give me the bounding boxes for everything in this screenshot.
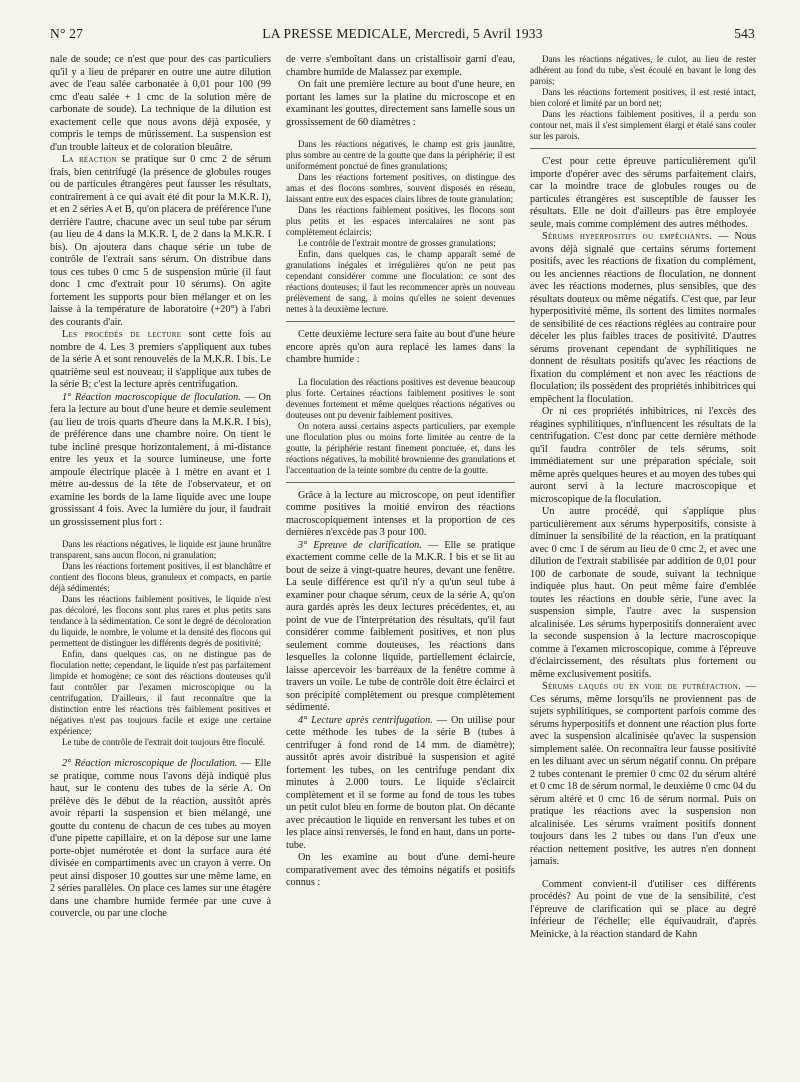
list-item: Dans les réactions négatives, le champ est gris jaunâtre, plus sombre au centre de la goutte que dans la périphérie; il est uniformément ponctué de fines granulations; xyxy=(286,139,515,171)
list-item: Dans les réactions faiblement positives, le liquide n'est pas décoloré, les flocons sont plus rares et plus petits sans tendance à la sédimentation. Ce sont le degré de décoloration du liquide, le nombre, le volume et la densité des flocons qui permettent de distinguer les différents degrés de positivité; xyxy=(50,594,271,648)
run-in-heading: Sérums hyperpositifs ou empêchants. xyxy=(542,231,713,242)
paragraph: Grâce à la lecture au microscope, on peut identifier comme positives la moitié environ des réactions macroscopiquement intenses et la proportion de ces dernières n'excède pas 3 pour 100. xyxy=(286,489,515,538)
column-right xyxy=(530,54,756,1072)
list-item: Dans les réactions négatives, le culot, au lieu de rester adhérent au fond du tube, s'est écoulé en bavant le long des parois; xyxy=(530,54,756,86)
paragraph: Comment convient-il d'utiliser ces différents procédés? Au point de vue de la sensibilité, c'est l'épreuve de clarification qui se place au degré inférieur de l'échelle; elle équivaudrait, d'après Meinicke, à la réaction standard de Kahn xyxy=(530,878,756,940)
result-list xyxy=(286,377,515,476)
paragraph-text: — On utilise pour cette méthode les tubes de la série B (tubes à centrifuger à fond rond de 14 mm. de diamètre); aussitôt après avoir distribué la suspension et agité fortement les tubes, on les centrifuge pendant dix minutes à 2.000 tours. Le liquide s'éclaircit complètement et il se forme au fond de tous les tubes un petit culot bleu en forme de bouton plat. On décante avec précaution le liquide en renversant les tubes et on les place ainsi renversés, le fond en haut, dans un porte-tube. xyxy=(286,714,515,851)
list-item: Enfin, dans quelques cas, on ne distingue pas de floculation nette; cependant, le liquide n'est pas parfaitement limpide et homogène; ce sont des réactions douteuses qu'il faut contrôler par l'examen microscopique ou la centrifugation. D'ailleurs, il faut reconnaître que la distinction entre les réactions très faiblement positives et négatives n'est pas toujours facile et exige une certaine expérience; xyxy=(50,649,271,736)
section-heading: 4° Lecture après centrifugation. xyxy=(298,714,433,726)
run-in-heading: Les procédés de lecture xyxy=(62,329,182,340)
result-list xyxy=(530,54,756,142)
paragraph-text: sont cette fois au nombre de 4. Les 3 premiers s'appliquent aux tubes de la série A et sont renouvelés de la M.K.R. I bis. Le quatrième seul est nouveau; il s'applique aux tubes de la série B; c'est la lecture après centrifugation. xyxy=(50,329,271,390)
list-item: Dans les réactions négatives, le liquide est jaune brunâtre transparent, sans aucun flocon, ni granulation; xyxy=(50,539,271,560)
paragraph-text: — Ces sérums, même lorsqu'ils ne proviennent pas de sujets syphilitiques, se comportent parfois comme des sérums hyperpositifs et donnent une réaction plus forte avec la suspension alcalinisée qu'avec la suspension simplement salée. On reconnaîtra leur fausse positivité en les diluant avec un sérum négatif connu. On prépare 2 tubes contenant le premier 0 cmc 02 du sérum altéré et 0 cmc 18 de sérum normal, le deuxième 0 cmc 04 du sérum altéré et 0 cmc 16 de sérum normal. Puis on pratique les réactions avec la suspension non alcalinisée. Les sérums vraiment positifs donnent toujours dans les 2 tubes ou dans l'un d'eux une réaction nettement positive, les autres n'en donnent jamais. xyxy=(530,681,756,867)
divider xyxy=(530,148,756,149)
list-item: Dans les réactions fortement positives, il est blanchâtre et contient des flocons bleus, granuleux et compacts, en partie déjà sédimentés; xyxy=(50,561,271,593)
page-number: 543 xyxy=(734,26,755,41)
paragraph xyxy=(50,329,271,392)
paragraph xyxy=(530,231,756,406)
list-item: Dans les réactions faiblement positives, les flocons sont plus petits et les espaces intercalaires ne sont pas complètement éclaircis; xyxy=(286,205,515,237)
list-item: Enfin, dans quelques cas, le champ apparaît semé de granulations inégales et irrégulières qu'on ne peut pas cependant considérer comme une floculation: ce sont des réactions douteuses; il faut les recommencer après un nouveau prélèvement de sang, à moins qu'elles ne soient devenues nettes à la deuxième lecture. xyxy=(286,249,515,314)
paragraph: de verre s'emboîtant dans un cristallisoir garni d'eau, chambre humide de Malassez par exemple. xyxy=(286,54,515,78)
list-item: Dans les réactions fortement positives, on distingue des amas et des flocons sombres, souvent disposés en réseau, laissant entre eux des espaces clairs libres de toute granulation; xyxy=(286,172,515,204)
paragraph xyxy=(50,154,271,329)
paragraph-text: — On fera la lecture au bout d'une heure et demie seulement (au lieu de trois quarts d'heure dans la M.K.R. I bis), de préférence dans une chambre noire. On tient le tube incliné presque horizontalement, à mi-distance entre les yeux et la source lumineuse, une forte ampoule électrique placée à 1 mètre en avant et 1 mètre au-dessus de la tête de l'observateur, et on examine les bords de la lame liquide avec une loupe grossissant 4 fois. Avec la lumière du jour, il faudrait un grossissement plus fort : xyxy=(50,391,271,528)
page-header xyxy=(50,20,755,44)
paragraph: On fait une première lecture au bout d'une heure, en portant les lames sur la platine du microscope et en examinant les gouttes, directement sans lamelle sous un grossissement de 60 diamètres : xyxy=(286,79,515,128)
paragraph-text: — Nous avons déjà signalé que certains sérums fortement positifs, avec les réactions de fixation du complément, ou les anciennes réactions de floculation, ne donnent avec les réactions modernes, plus sensibles, que des résultats douteux ou même négatifs. C'est que, par leur hyperpositivité même, ils sortent des limites normales de sensibilité de ces réactions réglées au contraire pour déceler les plus faibles traces de positivité. D'autres sérums provenant cependant de syphilitiques ne donnent de résultats positifs qu'avec les réactions de fixation du complément et non avec les réactions de floculation; ils possèdent des propriétés inhibitrices qui empêchent la floculation. xyxy=(530,231,756,405)
divider xyxy=(286,321,515,322)
list-item: Le contrôle de l'extrait montre de grosses granulations; xyxy=(298,238,496,248)
paragraph: On les examine au bout d'une demi-heure comparativement avec des témoins négatifs et positifs connus : xyxy=(286,852,515,888)
section-heading: 1° Réaction macroscopique de floculation. xyxy=(62,391,241,403)
section-heading: 3° Epreuve de clarification. xyxy=(298,539,422,551)
paragraph-text: — Elle se pratique, comme nous l'avons déjà indiqué plus haut, sur le contenu des tubes de la série A. On prélève dès le début de la réaction, aussitôt après avoir réparti la suspension et bien mélangé, une goutte du contenu de chacun de ces tubes au moyen d'une pipette capillaire, et on la dépose sur une lame porte-objet numérotée et dont la surface aura été divisée en compartiments avec un crayon à verre. On peut ainsi disposer 10 gouttes sur une même lame, en 2 séries parallèles. On place ces lames sur une étagère dans une chambre humide fermée par une cuve à couvercle, ou par une cloche xyxy=(50,758,271,919)
list-item: La floculation des réactions positives est devenue beaucoup plus forte. Certaines réactions faiblement positives le sont devenues fortement et même quelques réactions négatives ou douteuses ont pu devenir faiblement positives. xyxy=(286,376,515,420)
run-in-heading: La réaction xyxy=(62,154,117,165)
paragraph xyxy=(530,681,756,869)
paragraph: Or ni ces propriétés inhibitrices, ni l'excès des réagines syphilitiques, n'influencent les résultats de la centrifugation. C'est donc par cette dernière méthode qu'il faudra contrôler de tels sérums, soit immédiatement sur une préparation spéciale, soit même après quelques heures et au moyen des tubes qui auront servi à la lecture macroscopique et microscopique de la floculation. xyxy=(530,406,756,505)
paragraph: C'est pour cette épreuve particulièrement qu'il importe d'opérer avec des sérums parfaitement clairs, car la moindre trace de globules rouges ou de particules étrangères est susceptible de fausser les résultats. Elle ne doit d'ailleurs pas être employée seule, mais comme complément des autres méthodes. xyxy=(530,156,756,230)
list-item: Le tube de contrôle de l'extrait doit toujours être floculé. xyxy=(62,737,266,747)
paragraph xyxy=(50,392,271,530)
paragraph-text: — Elle se pratique exactement comme celle de la M.K.R. I bis et se lit au bout de seize à vingt-quatre heures, devant une fenêtre. La seule différence est qu'il n'y a qu'un seul tube à examiner pour chaque sérum, ceux de la série A, qu'on aura gardés après les deux lectures précédentes, et, au point de vue de l'interprétation des résultats, qu'il faut considérer comme faiblement positives, et non plus seulement comme douteuses, les réactions dans lesquelles la colonne liquide, partiellement éclaircie, laisse apercevoir les barreaux de la fenêtre comme à travers un voile. Le tube de contrôle doit être éclairci et son précipité complètement ou presque complètement sédimenté. xyxy=(286,539,515,713)
list-item: On notera aussi certains aspects particuliers, par exemple une floculation plus ou moins forte limitée au centre de la goutte, la périphérie restant finement ponctuée, et, dans les réactions négatives, la mobilité brownienne des granulations et l'accentuation de la teinte sombre du centre de la goutte. xyxy=(286,420,515,475)
paragraph: Cette deuxième lecture sera faite au bout d'une heure encore après qu'on aura replacé les lames dans la chambre humide : xyxy=(286,329,515,365)
section-heading: 2° Réaction microscopique de floculation. xyxy=(62,758,238,769)
paragraph xyxy=(286,540,515,715)
list-item: Dans les réactions faiblement positives, il a perdu son contour net, mais il s'est simplement élargi et étalé sans couler sur les parois. xyxy=(530,109,756,141)
divider xyxy=(286,482,515,483)
list-item: Dans les réactions fortement positives, il est resté intact, bien coloré et limité par un bord net; xyxy=(530,87,756,108)
paragraph xyxy=(286,715,515,853)
column-left xyxy=(50,54,271,1072)
masthead-title: LA PRESSE MEDICALE, Mercredi, 5 Avril 1933 xyxy=(262,26,543,41)
paragraph: Un autre procédé, qui s'applique plus particulièrement aux sérums hyperpositifs, consiste à diminuer la sensibilité de la réaction, en la pratiquant avec 0 cmc 1 de sérum au lieu de 0 cmc 2, et avec une dilution de l'extrait stabilisée par addition de 0,01 pour 100 de carbonate de soude, suivant la technique indiquée plus haut. On peut même faire d'emblée toutes les réactions en double série, l'une avec la suspension simple, l'autre avec la suspension alcalinisée. Les sérums hyperpositifs donneraient avec la seconde suspension à la lecture macroscopique comme à l'examen microscopique, comme à l'épreuve d'éclaircissement, des résultats plus fortement ou même exclusivement positifs. xyxy=(530,506,756,680)
column-middle xyxy=(286,54,515,1072)
run-in-heading: Sérums laqués ou en voie de putréfaction. xyxy=(542,681,741,692)
paragraph xyxy=(50,758,271,921)
paragraph-text: se pratique sur 0 cmc 2 de sérum frais, bien centrifugé (la présence de globules rouges ou de particules étrangères peut fausser les résultats, contrairement à ce qui avait été dit pour la M.K.R. I), et en 2 séries A et B, qu'on placera de préférence l'une derrière l'autre, chacune avec un seul tube par sérum (au lieu de 4 dans la M.K.R. I, de 2 dans la M.K.R. I bis). On ajoutera dans chaque série un tube de contrôle de l'extrait sans sérum. On distribue dans tous ces tubes 0 cmc 5 de suspension mûrie (il faut donc 1 cmc d'extrait pour 10 sérums). On agite fortement les supports pour bien mélanger et on les laisse à la température de laboratoire (+20°) à l'abri des courants d'air. xyxy=(50,154,271,328)
paragraph: nale de soude; ce n'est que pour des cas particuliers qu'il y a lieu de préparer en outre une autre dilution avec de l'eau salée carbonatée à 0,01 pour 100 (99 cmc d'eau salée + 1 cmc de la solution mère de carbonate de soude). La technique de la dilution est exactement celle que nous avons déjà exposée, y compris le temps de mûrissement. La suspension est d'un trouble laiteux et de coloration bleuâtre. xyxy=(50,54,271,153)
result-list xyxy=(50,539,271,748)
issue-number: N° 27 xyxy=(50,26,84,41)
result-list xyxy=(286,139,515,315)
